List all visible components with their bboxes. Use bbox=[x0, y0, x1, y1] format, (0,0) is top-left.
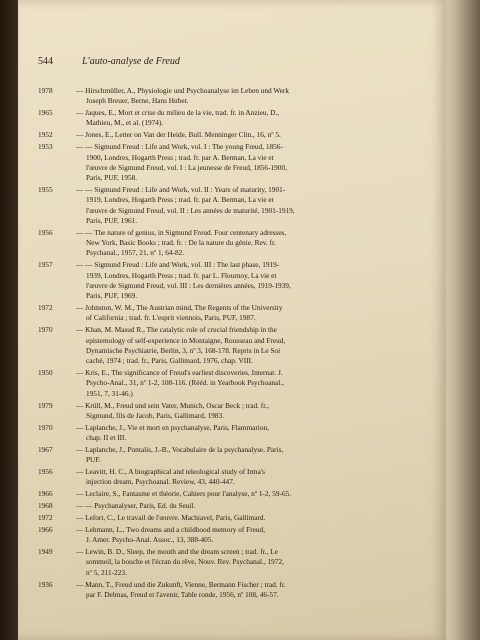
entry-year: 1978 bbox=[38, 86, 53, 95]
entry-text bbox=[76, 260, 432, 301]
bibliography-list bbox=[38, 86, 432, 602]
entry-line: l'œuvre de Sigmund Freud, vol. III : Les dernières années, 1919-1939, bbox=[86, 280, 291, 290]
page-header bbox=[38, 56, 418, 72]
entry-text bbox=[76, 303, 432, 324]
bibliography-entry bbox=[38, 130, 432, 140]
book-page bbox=[18, 0, 446, 640]
entry-line: — — The nature of genius, in Sigmund Freud. Four centenary adresses, bbox=[76, 227, 287, 237]
entry-text bbox=[76, 368, 432, 399]
bibliography-entry bbox=[38, 467, 432, 488]
entry-year: 1956 bbox=[38, 227, 53, 237]
entry-line: epistemology of self-experience in Montaigne, Rousseau and Freud, bbox=[86, 335, 286, 345]
entry-year: 1970 bbox=[38, 422, 53, 432]
entry-year: 1970 bbox=[38, 325, 53, 335]
bibliography-entry bbox=[38, 368, 432, 399]
entry-year: 1966 bbox=[38, 524, 53, 534]
entry-line: — — Sigmund Freud : Life and Work, vol. II : Years of maturity, 1901- bbox=[76, 185, 286, 195]
entry-text bbox=[76, 228, 432, 259]
bibliography-entry bbox=[38, 547, 432, 578]
entry-line: — — Psychanalyser, Paris, Ed. du Seuil. bbox=[76, 501, 196, 511]
entry-text bbox=[76, 513, 432, 523]
entry-line: — — Sigmund Freud : Life and Work, vol. I : The young Freud, 1856- bbox=[76, 142, 283, 152]
entry-line: — Jones, E., Letter on Van der Heide, Bull. Menninger Clin., 16, nº 5. bbox=[76, 130, 281, 140]
entry-year: 1972 bbox=[38, 513, 53, 523]
bibliography-entry bbox=[38, 423, 432, 444]
entry-text bbox=[76, 423, 432, 444]
book-spine-shadow bbox=[0, 0, 18, 640]
entry-line: caché, 1974 ; trad. fr., Paris, Gallimard, 1976, chap. VIII. bbox=[86, 356, 253, 366]
entry-line: — Lewin, B. D., Sleep, the mouth and the dream screen ; trad. fr., Le bbox=[76, 547, 278, 557]
bibliography-entry bbox=[38, 401, 432, 422]
entry-line: — Jaques, E., Mort et crise du milieu de la vie, trad. fr. in Anzieu, D., bbox=[76, 108, 280, 118]
entry-line: Joseph Breuer, Berne, Hans Huber. bbox=[86, 96, 189, 106]
bibliography-entry bbox=[38, 303, 432, 324]
entry-line: — Lefort, C., Le travail de l'œuvre. Machiavel, Paris, Gallimard. bbox=[76, 513, 266, 523]
entry-year: 1953 bbox=[38, 142, 53, 152]
running-title: L'auto-analyse de Freud bbox=[82, 56, 180, 67]
entry-line: 1939, Londres, Hogarth Press ; trad. fr. par L. Flournoy, La vie et bbox=[86, 270, 277, 280]
bibliography-entry bbox=[38, 501, 432, 511]
entry-line: J. Amer. Psycho-Anal. Assoc., 13, 388-405. bbox=[86, 535, 214, 545]
entry-text bbox=[76, 185, 432, 226]
entry-line: Mathieu, M., et al. (1974). bbox=[86, 118, 164, 128]
entry-line: — Leavitt, H. C., A biographical and teleological study of Irma's bbox=[76, 467, 265, 477]
entry-line: l'œuvre de Sigmund Freud, vol. I : La jeunesse de Freud, 1856-1900, bbox=[86, 162, 287, 172]
entry-line: — Mann, T., Freud und die Zukunft, Vienne, Bermann Fischer ; trad. fr. bbox=[76, 579, 286, 589]
entry-year: 1965 bbox=[38, 108, 53, 118]
bibliography-entry bbox=[38, 513, 432, 523]
entry-line: — — Sigmund Freud : Life and Work, vol. III : The last phase, 1919- bbox=[76, 260, 280, 270]
next-pages-edge bbox=[440, 0, 480, 640]
entry-line: 1900, Londres, Hogarth Press ; trad. fr. par A. Berman, La vie et bbox=[86, 152, 274, 162]
entry-line: New York, Basic Books ; trad. fr. : De la nature du génie, Rev. fr. bbox=[86, 238, 276, 248]
entry-year: 1949 bbox=[38, 547, 53, 557]
bibliography-entry bbox=[38, 142, 432, 183]
entry-line: Sigmund, fils de Jacob, Paris, Gallimard, 1983. bbox=[86, 410, 225, 420]
entry-text bbox=[76, 401, 432, 422]
bibliography-entry bbox=[38, 260, 432, 301]
bibliography-entry bbox=[38, 525, 432, 546]
entry-year: 1957 bbox=[38, 260, 53, 270]
entry-line: sommeil, la bouche et l'écran du rêve, Nouv. Rev. Psychanal., 1972, bbox=[86, 557, 284, 567]
entry-year: 1979 bbox=[38, 400, 53, 410]
bibliography-entry bbox=[38, 489, 432, 499]
entry-year: 1967 bbox=[38, 444, 53, 454]
entry-year: 1972 bbox=[38, 303, 53, 313]
entry-text bbox=[76, 86, 432, 107]
entry-line: — Hirschmüller, A., Physiologie und Psychoanalyse im Leben und Werk bbox=[76, 86, 289, 95]
entry-line: chap. II et III. bbox=[86, 433, 127, 443]
entry-line: Dynamische Psychiatrie, Berlin, 3, nº 3, 168-178. Repris in Le Soi bbox=[86, 345, 281, 355]
entry-line: Paris, PUF, 1958. bbox=[86, 173, 138, 183]
entry-line: — Laplanche, J., Vie et mort en psychanalyse, Paris, Flammarion, bbox=[76, 422, 269, 432]
bibliography-entry bbox=[38, 325, 432, 366]
entry-line: — Leclaire, S., Fantasme et théorie, Cahiers pour l'analyse, nº 1-2, 59-65. bbox=[76, 489, 292, 499]
entry-line: Psycho-Anal., 31, nº 1-2, 108-116. (Rééd. in Yearbook Psychoanal., bbox=[86, 378, 284, 388]
entry-text bbox=[76, 547, 432, 578]
entry-text bbox=[76, 445, 432, 466]
entry-year: 1952 bbox=[38, 130, 53, 140]
entry-line: of California ; trad. fr. L'esprit viennois, Paris, PUF, 1987. bbox=[86, 313, 256, 323]
bibliography-entry bbox=[38, 445, 432, 466]
page-number: 544 bbox=[38, 56, 53, 67]
entry-line: PUF. bbox=[86, 455, 101, 465]
entry-line: — Khan, M. Masud R., The catalytic role of crucial friendship in the bbox=[76, 325, 277, 335]
entry-line: nº 5, 211-223. bbox=[86, 567, 127, 577]
bibliography-entry bbox=[38, 86, 432, 107]
bibliography-entry bbox=[38, 580, 432, 601]
entry-text bbox=[76, 467, 432, 488]
entry-line: injection dream, Psychoanal. Review, 43, 440-447. bbox=[86, 477, 235, 487]
entry-line: Psychanal., 1957, 21, nº 1, 64-82. bbox=[86, 248, 185, 258]
entry-text bbox=[76, 489, 432, 499]
entry-text bbox=[76, 130, 432, 140]
entry-line: 1951, 7, 31-46.) bbox=[86, 388, 133, 398]
entry-year: 1955 bbox=[38, 185, 53, 195]
entry-year: 1966 bbox=[38, 489, 53, 499]
entry-line: — Johnston, W. M., The Austrian mind, The Regents of the University bbox=[76, 303, 283, 313]
entry-line: Paris, PUF, 1969. bbox=[86, 291, 138, 301]
entry-line: — Laplanche, J., Pontalis, J.-B., Vocabulaire de la psychanalyse, Paris, bbox=[76, 444, 284, 454]
entry-line: — Krüll, M., Freud und sein Vater, Munich, Oscar Beck ; trad. fr., bbox=[76, 400, 269, 410]
entry-text bbox=[76, 580, 432, 601]
entry-text bbox=[76, 142, 432, 183]
bibliography-entry bbox=[38, 185, 432, 226]
entry-year: 1968 bbox=[38, 501, 53, 511]
bibliography-entry bbox=[38, 108, 432, 129]
entry-line: Paris, PUF, 1961. bbox=[86, 215, 138, 225]
entry-text bbox=[76, 525, 432, 546]
entry-year: 1936 bbox=[38, 579, 53, 589]
entry-year: 1950 bbox=[38, 368, 53, 378]
entry-line: l'œuvre de Sigmund Freud, vol. II : Les années de maturité, 1901-1919, bbox=[86, 205, 295, 215]
entry-text bbox=[76, 501, 432, 511]
entry-text bbox=[76, 108, 432, 129]
entry-line: — Kris, E., The significance of Freud's earliest discoveries, Internat. J. bbox=[76, 368, 283, 378]
entry-line: — Lehmann, L., Two dreams and a childhood memory of Freud, bbox=[76, 524, 266, 534]
entry-text bbox=[76, 325, 432, 366]
bibliography-entry bbox=[38, 228, 432, 259]
entry-line: par F. Delmas, Freud et l'avenir, Table ronde, 1956, nº 108, 46-57. bbox=[86, 589, 279, 599]
entry-year: 1956 bbox=[38, 467, 53, 477]
entry-line: 1919, Londres, Hogarth Press ; trad. fr. par A. Berman, La vie et bbox=[86, 195, 274, 205]
